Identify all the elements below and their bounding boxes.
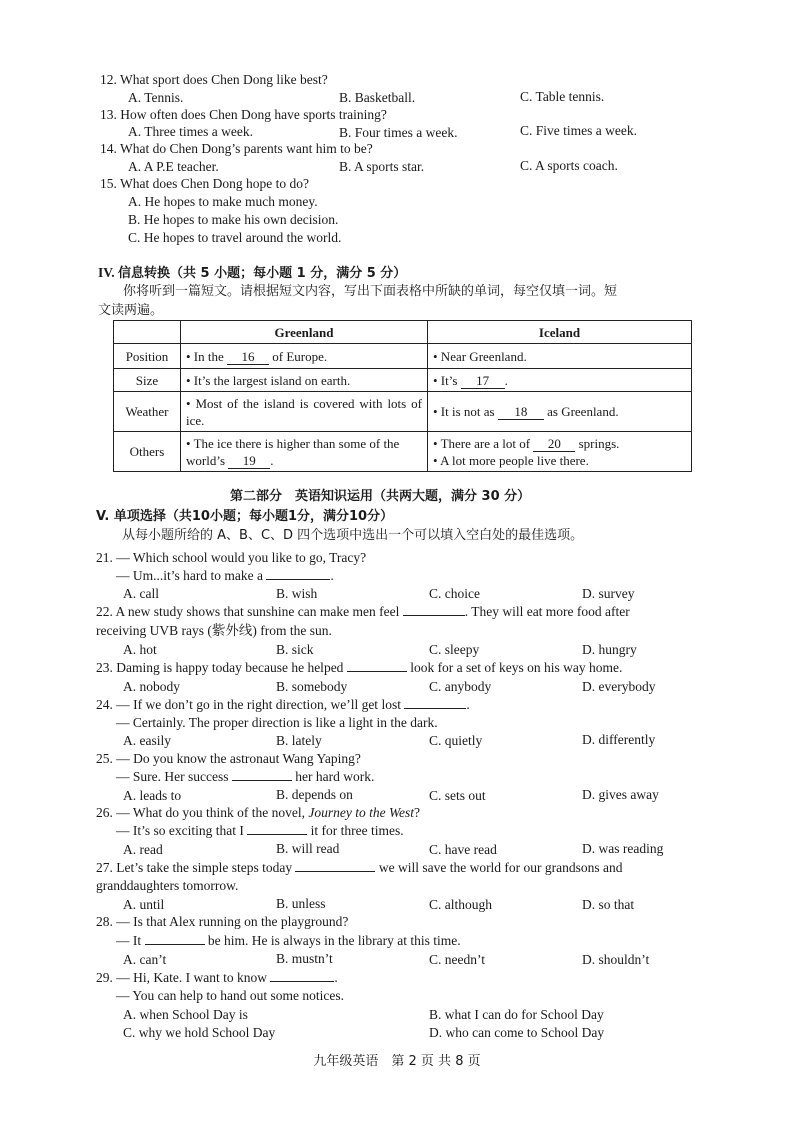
q26-line2 bbox=[116, 822, 404, 840]
q23-option-d: D. everybody bbox=[582, 679, 656, 694]
q28-option-d: D. shouldn’t bbox=[582, 952, 650, 967]
cell-others-greenland bbox=[181, 432, 428, 472]
q24-line1 bbox=[96, 696, 470, 714]
q21-line1: 21. — Which school would you like to go, Tracy? bbox=[96, 550, 367, 565]
q25-option-d: D. gives away bbox=[582, 787, 659, 802]
q26-text-post: it for three times. bbox=[310, 823, 404, 838]
q24-text: 24. — If we don’t go in the right direction, we’ll get lost bbox=[96, 697, 401, 712]
cell-weather-greenland: • Most of the island is covered with lots of ice. bbox=[181, 392, 428, 432]
q14-option-b: B. A sports star. bbox=[339, 159, 425, 174]
q21-line2 bbox=[116, 567, 334, 585]
cell-size-iceland bbox=[428, 369, 692, 392]
q28-text-post: be him. He is always in the library at this time. bbox=[207, 933, 461, 948]
cell-text: • There are a lot of bbox=[433, 435, 531, 451]
q26-option-c: C. have read bbox=[429, 842, 497, 857]
q21-blank bbox=[266, 579, 330, 580]
page-footer: 九年级英语 第 2 页 共 8 页 bbox=[313, 1054, 481, 1069]
q21-option-b: B. wish bbox=[276, 586, 318, 601]
q26-line1 bbox=[96, 804, 420, 822]
q22-line1 bbox=[96, 603, 630, 621]
q25-line2 bbox=[116, 768, 374, 786]
header-iceland: Iceland bbox=[428, 321, 692, 344]
q27-option-b: B. unless bbox=[276, 896, 326, 911]
q21-option-c: C. choice bbox=[429, 586, 480, 601]
q14-option-c: C. A sports coach. bbox=[520, 158, 618, 173]
q25-text-post: her hard work. bbox=[295, 769, 375, 784]
q21-text-end: . bbox=[330, 568, 334, 583]
part2-title: 第二部分 英语知识运用（共两大题，满分 30 分） bbox=[230, 489, 531, 504]
section-iv-instruction-cont: 文读两遍。 bbox=[98, 303, 164, 318]
blank-16: 16 bbox=[227, 349, 269, 365]
q15-option-b: B. He hopes to make his own decision. bbox=[128, 212, 339, 227]
q29-blank bbox=[270, 981, 334, 982]
q28-line2 bbox=[116, 932, 461, 950]
q24-line2: — Certainly. The proper direction is like a light in the dark. bbox=[116, 715, 438, 730]
q24-option-a: A. easily bbox=[123, 733, 171, 748]
cell-line: • A lot more people live there. bbox=[433, 452, 589, 468]
q23-text: 23. Daming is happy today because he helped bbox=[96, 660, 344, 675]
cell-text: of Europe. bbox=[272, 348, 328, 364]
q25-option-b: B. depends on bbox=[276, 787, 353, 802]
q25-option-c: C. sets out bbox=[429, 788, 486, 803]
cell-position-iceland: • Near Greenland. bbox=[428, 344, 692, 369]
q29-text: 29. — Hi, Kate. I want to know bbox=[96, 970, 267, 985]
cell-text: • It’s bbox=[433, 372, 458, 388]
row-label-position: Position bbox=[114, 344, 181, 369]
cell-text: . bbox=[270, 452, 274, 468]
q28-text: — It bbox=[116, 933, 142, 948]
q29-text-post: . bbox=[334, 970, 338, 985]
q12-option-b: B. Basketball. bbox=[339, 90, 416, 105]
q23-option-c: C. anybody bbox=[429, 679, 492, 694]
q29-line2: — You can help to hand out some notices. bbox=[116, 988, 344, 1003]
q25-text: — Sure. Her success bbox=[116, 769, 229, 784]
cell-weather-iceland bbox=[428, 392, 692, 432]
q13-option-b: B. Four times a week. bbox=[339, 125, 458, 140]
row-label-weather: Weather bbox=[114, 392, 181, 432]
blank-19: 19 bbox=[228, 453, 270, 469]
q23-blank bbox=[347, 671, 407, 672]
table-row-size bbox=[114, 369, 692, 392]
section-v-instruction: 从每小题所给的 A、B、C、D 四个选项中选出一个可以填入空白处的最佳选项。 bbox=[122, 528, 584, 543]
q27-option-d: D. so that bbox=[582, 897, 635, 912]
q29-option-a: A. when School Day is bbox=[123, 1007, 248, 1022]
header-greenland: Greenland bbox=[181, 321, 428, 344]
table-row-position bbox=[114, 344, 692, 369]
q24-text-post: . bbox=[466, 697, 470, 712]
q28-option-a: A. can’t bbox=[123, 952, 167, 967]
q23-text-post: look for a set of keys on his way home. bbox=[410, 660, 623, 675]
q27-text: 27. Let’s take the simple steps today bbox=[96, 860, 293, 875]
q22-line2: receiving UVB rays (紫外线) from the sun. bbox=[96, 623, 332, 638]
q26-option-a: A. read bbox=[123, 842, 163, 857]
q26-text: — It’s so exciting that I bbox=[116, 823, 244, 838]
section-iv-title: 信息转换（共 5 小题；每小题 1 分，满分 5 分） bbox=[118, 266, 407, 281]
q24-option-d: D. differently bbox=[582, 732, 656, 747]
q25-blank bbox=[232, 780, 292, 781]
q26-novel-title: Journey to the West bbox=[308, 805, 414, 820]
cell-text: springs. bbox=[578, 435, 620, 451]
cell-text: • The ice there is higher than some of the world’s bbox=[186, 435, 400, 468]
q12-option-c: C. Table tennis. bbox=[520, 89, 605, 104]
q14-stem: 14. What do Chen Dong’s parents want him to be? bbox=[100, 141, 373, 156]
q27-line1 bbox=[96, 859, 623, 877]
q29-line1 bbox=[96, 969, 338, 987]
row-label-others: Others bbox=[114, 432, 181, 472]
q13-option-c: C. Five times a week. bbox=[520, 123, 637, 138]
q29-option-b: B. what I can do for School Day bbox=[429, 1007, 604, 1022]
q14-option-a: A. A P.E teacher. bbox=[128, 159, 219, 174]
q24-option-c: C. quietly bbox=[429, 733, 483, 748]
q25-line1: 25. — Do you know the astronaut Wang Yaping? bbox=[96, 751, 361, 766]
q27-option-a: A. until bbox=[123, 897, 165, 912]
cell-text: as Greenland. bbox=[547, 404, 619, 419]
q12-option-a: A. Tennis. bbox=[128, 90, 184, 105]
blank-20: 20 bbox=[533, 436, 575, 452]
q12-stem: 12. What sport does Chen Dong like best? bbox=[100, 72, 328, 87]
q22-option-b: B. sick bbox=[276, 642, 314, 657]
q22-text-post: . They will eat more food after bbox=[464, 604, 630, 619]
cell-text: • It is not as bbox=[433, 404, 495, 419]
q28-option-b: B. mustn’t bbox=[276, 951, 333, 966]
q21-text: — Um...it’s hard to make a bbox=[116, 568, 263, 583]
q28-line1: 28. — Is that Alex running on the playground? bbox=[96, 914, 349, 929]
info-table bbox=[113, 320, 692, 472]
q15-option-a: A. He hopes to make much money. bbox=[128, 194, 318, 209]
q21-option-d: D. survey bbox=[582, 586, 635, 601]
q29-option-d: D. who can come to School Day bbox=[429, 1025, 605, 1040]
cell-text: • In the bbox=[186, 348, 224, 364]
q22-text: 22. A new study shows that sunshine can make men feel bbox=[96, 604, 400, 619]
q29-option-c: C. why we hold School Day bbox=[123, 1025, 276, 1040]
q22-option-d: D. hungry bbox=[582, 642, 637, 657]
q24-option-b: B. lately bbox=[276, 733, 322, 748]
q26-text: 26. — What do you think of the novel, bbox=[96, 805, 305, 820]
q26-text-post: ? bbox=[413, 805, 420, 820]
q15-stem: 15. What does Chen Dong hope to do? bbox=[100, 176, 309, 191]
table-corner-cell bbox=[114, 321, 181, 344]
q26-blank bbox=[247, 834, 307, 835]
q13-stem: 13. How often does Chen Dong have sports training? bbox=[100, 107, 387, 122]
q22-blank bbox=[403, 615, 465, 616]
q13-option-a: A. Three times a week. bbox=[128, 124, 253, 139]
section-iv-roman: IV. bbox=[98, 265, 115, 280]
table-row-weather bbox=[114, 392, 692, 432]
q27-blank bbox=[295, 871, 375, 872]
q15-option-c: C. He hopes to travel around the world. bbox=[128, 230, 342, 245]
q26-option-d: D. was reading bbox=[582, 841, 664, 856]
cell-text: . bbox=[504, 372, 508, 388]
q25-option-a: A. leads to bbox=[123, 788, 182, 803]
cell-size-greenland: • It’s the largest island on earth. bbox=[181, 369, 428, 392]
table-row-others bbox=[114, 432, 692, 472]
q22-option-a: A. hot bbox=[123, 642, 157, 657]
q23-line1 bbox=[96, 659, 622, 677]
q21-option-a: A. call bbox=[123, 586, 159, 601]
table-header-row bbox=[114, 321, 692, 344]
q26-option-b: B. will read bbox=[276, 841, 340, 856]
section-iv-heading bbox=[98, 264, 406, 283]
q28-blank bbox=[145, 944, 205, 945]
q28-option-c: C. needn’t bbox=[429, 952, 485, 967]
section-iv-instruction: 你将听到一篇短文。请根据短文内容，写出下面表格中所缺的单词，每空仅填一词。短 bbox=[123, 284, 618, 299]
q27-text-post: we will save the world for our grandsons and bbox=[378, 860, 623, 875]
q23-option-b: B. somebody bbox=[276, 679, 348, 694]
blank-18: 18 bbox=[498, 404, 544, 420]
row-label-size: Size bbox=[114, 369, 181, 392]
cell-position-greenland bbox=[181, 344, 428, 369]
cell-others-iceland bbox=[428, 432, 692, 472]
q23-option-a: A. nobody bbox=[123, 679, 180, 694]
q22-option-c: C. sleepy bbox=[429, 642, 480, 657]
q24-blank bbox=[404, 708, 466, 709]
blank-17: 17 bbox=[461, 373, 505, 389]
cell-line bbox=[433, 435, 686, 452]
q27-line2: granddaughters tomorrow. bbox=[96, 878, 239, 893]
q27-option-c: C. although bbox=[429, 897, 492, 912]
section-v-title: V. 单项选择（共10小题；每小题1分，满分10分） bbox=[96, 509, 394, 524]
